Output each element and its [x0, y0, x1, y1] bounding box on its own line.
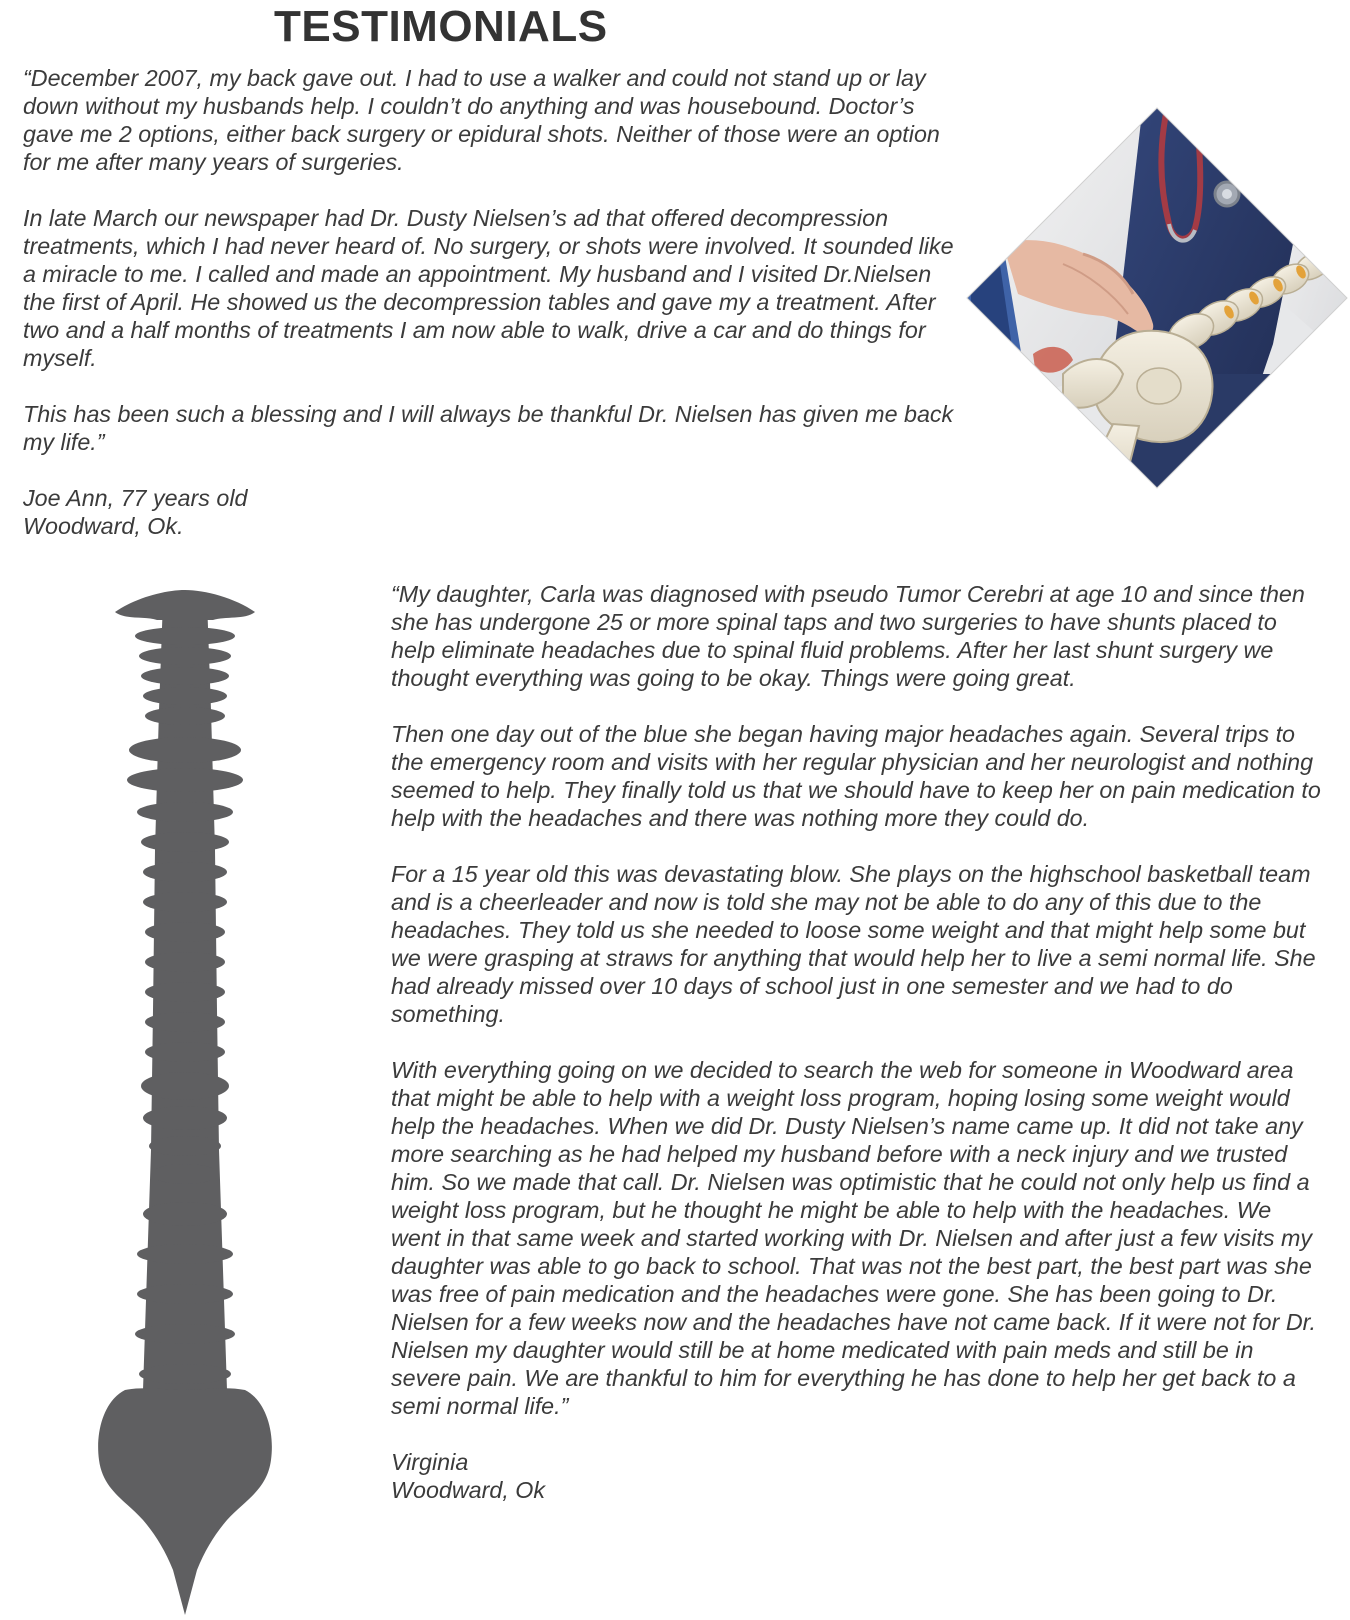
page-title: TESTIMONIALS	[274, 2, 608, 51]
author-name: Virginia	[391, 1449, 469, 1475]
author-location: Woodward, Ok.	[23, 513, 184, 539]
testimonial-joe-ann	[23, 64, 963, 540]
spine-silhouette-icon	[95, 590, 275, 1620]
doctor-holding-spine-model-photo	[963, 104, 1350, 492]
testimonial-paragraph: This has been such a blessing and I will always be thankful Dr. Nielsen has given me back my life.”	[23, 401, 954, 455]
testimonial-virginia	[391, 580, 1321, 1504]
testimonial-attribution	[391, 1448, 1321, 1504]
testimonial-paragraph: “My daughter, Carla was diagnosed with pseudo Tumor Cerebri at age 10 and since then she has undergone 25 or more spinal taps and two surgeries to have shunts placed to help eliminate headaches due to spinal fluid problems. After her last shunt surgery we thought everything was going to be okay. Things were going great.	[391, 581, 1305, 691]
author-location: Woodward, Ok	[391, 1477, 546, 1503]
testimonial-attribution	[23, 484, 963, 540]
testimonial-paragraph: With everything going on we decided to search the web for someone in Woodward area that might be able to help with a weight loss program, hoping losing some weight would help the headaches. When we did Dr. Dusty Nielsen’s name came up. It did not take any more searching as he had helped my husband before with a neck injury and we trusted him. So we made that call. Dr. Nielsen was optimistic that he could not only help us find a weight loss program, but he thought he might be able to help with the headaches. We went in that same week and started working with Dr. Nielsen and after just a few visits my daughter was able to go back to school. That was not the best part, the best part was she was free of pain medication and the headaches were gone. She has been going to Dr. Nielsen for a few weeks now and the headaches have not came back. If it were not for Dr. Nielsen my daughter would still be at home medicated with pain meds and still be in severe pain. We are thankful to him for everything he has done to help her get back to a semi normal life.”	[391, 1057, 1317, 1419]
author-name: Joe Ann, 77 years old	[23, 485, 248, 511]
testimonial-paragraph: For a 15 year old this was devastating blow. She plays on the highschool basketball team and is a cheerleader and now is told she may not be able to do any of this due to the headaches. They told us she needed to loose some weight and that might help some but we were grasping at straws for anything that would help her to live a semi normal life. She had already missed over 10 days of school just in one semester and we had to do something.	[391, 861, 1316, 1027]
testimonial-paragraph: “December 2007, my back gave out. I had to use a walker and could not stand up or lay down without my husbands help. I couldn’t do anything and was housebound. Doctor’s gave me 2 options, either back surgery or epidural shots. Neither of those were an option for me after many years of surgeries.	[23, 65, 940, 175]
testimonial-paragraph: Then one day out of the blue she began having major headaches again. Several trips to the emergency room and visits with her regular physician and her neurologist and nothing seemed to help. They finally told us that we should have to keep her on pain medication to help with the headaches and there was nothing more they could do.	[391, 721, 1321, 831]
testimonial-paragraph: In late March our newspaper had Dr. Dusty Nielsen’s ad that offered decompression treatments, which I had never heard of. No surgery, or shots were involved. It sounded like a miracle to me. I called and made an appointment. My husband and I visited Dr.Nielsen the first of April. He showed us the decompression tables and gave my a treatment. After two and a half months of treatments I am now able to walk, drive a car and do things for myself.	[23, 205, 954, 371]
